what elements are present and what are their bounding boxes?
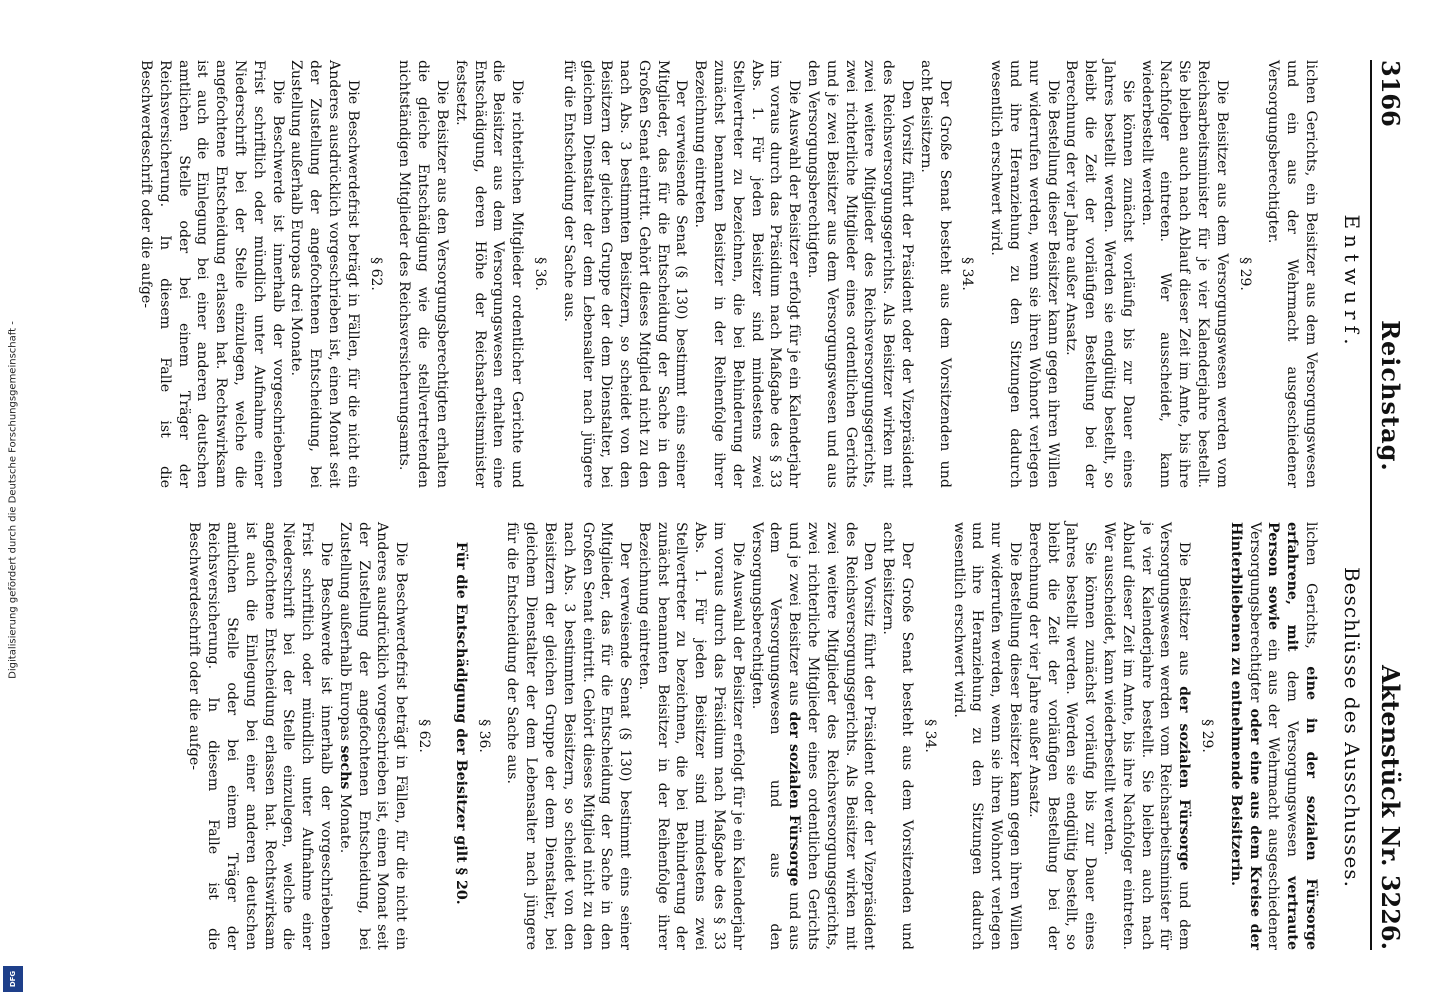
digitization-credit — [0, 0, 26, 1000]
paragraph: lichen Gerichts, eine in der sozialen Fürsorge erfahrene, mit dem Versorgungswesen vertraute Person sowie ein aus der Wehrmacht ausgeschiedener Versorgungsberechtigter oder eine aus dem Kreise der Hinterbliebenen zu entnehmende Beisitzerin. — [1227, 522, 1319, 951]
document-page — [30, 0, 1430, 1000]
paragraph: Die Beschwerdefrist beträgt in Fällen, für die nicht ein Anderes ausdrücklich vorgeschrieben ist, einen Monat seit der Zustellung der angefochtenen Entscheidung, bei Zustellung außerhalb Europas drei Monate. — [288, 60, 361, 488]
paragraph: Der Große Senat besteht aus dem Vorsitzenden und acht Beisitzern. — [917, 60, 953, 488]
paragraph: Der Große Senat besteht aus dem Vorsitzenden und acht Beisitzern. — [880, 522, 916, 950]
section-heading: § 36. — [475, 719, 492, 753]
draft-column — [40, 60, 1320, 488]
publication-title: Reichstag. — [1376, 320, 1405, 472]
section-heading: § 62. — [415, 719, 432, 753]
paragraph: Die Beschwerde ist innerhalb der vorgeschriebenen Frist schriftlich oder mündlich unter Aufnahme einer Niederschrift bei der Stelle einzulegen, welche die angefochtene Entscheidung erlassen hat. Rechtswirksam ist auch die Einlegung bei einer anderen deutschen amtlichen Stelle oder bei einem Träger der Reichsversicherung. In diesem Falle ist die Beschwerdeschrift oder die aufge- — [137, 60, 286, 488]
paragraph: Der verweisende Senat (§ 130) bestimmt eins seiner Mitglieder, das für die Entscheidung der Sache in den Großen Senat eintritt. Gehört dieses Mitglied nicht zu den nach Abs. 3 bestimmten Beisitzern, so scheidet von den Beisitzern der gleichen Gruppe der dem Dienstalter, bei gleichem Dienstalter der dem Lebensalter nach jüngere für die Entscheidung der Sache aus. — [560, 60, 690, 488]
paragraph: Die Beschwerdefrist beträgt in Fällen, für die nicht ein Anderes ausdrücklich vorgeschrieben ist, einen Monat seit der Zustellung der angefochtenen Entscheidung, bei Zustellung außerhalb Europas sechs Monate. — [336, 522, 410, 950]
paragraph: Die Auswahl der Beisitzer erfolgt für je ein Kalenderjahr im voraus durch das Präsidium nach Maßgabe des § 33 Abs. 1. Für jeden Beisitzer sind mindestens zwei Stellvertreter zu bezeichnen, die bei Behinderung der zunächst benannten Beisitzer in der Reihenfolge ihrer Bezeichnung eintreten. — [692, 60, 803, 488]
paragraph: Die Beisitzer aus der sozialen Fürsorge und dem Versorgungswesen werden vom Reichsarbeitsminister für je vier Kalenderjahre bestellt. Sie bleiben auch nach Ablauf dieser Zeit im Amte, bis ihre Nachfolger eintreten. Wer ausscheidet, kann wiederbestellt werden. — [1101, 522, 1193, 950]
paragraph: Sie können zunächst vorläufig bis zur Dauer eines Jahres bestellt werden. Werden sie endgültig bestellt, so bleibt die Zeit der vorläufigen Bestellung bei der Berechnung der vier Jahre außer Ansatz. — [1063, 60, 1136, 488]
credit-text: Digitalisierung gefördert durch die Deutsche Forschungsgemeinschaft - — [7, 321, 19, 679]
paragraph: Die Bestellung dieser Beisitzer kann gegen ihren Willen nur widerrufen werden, wenn sie ihren Wohnort verlegen und ihre Heranziehung zu den Sitzungen dadurch wesentlich erschwert wird. — [950, 522, 1024, 950]
committee-column — [40, 522, 1320, 950]
section-heading: § 29. — [1236, 257, 1253, 291]
paragraph: Die Beisitzer aus den Versorgungsberechtigten erhalten die gleiche Entschädigung wie die stellvertretenden nichtständigen Mitglieder des Reichsversicherungsamts. — [396, 60, 450, 488]
section-heading: § 34. — [959, 257, 976, 291]
paragraph: Die Bestellung dieser Beisitzer kann gegen ihren Willen nur widerrufen werden, wenn sie ihren Wohnort verlegen und ihre Heranziehung zu den Sitzungen dadurch wesentlich erschwert wird. — [988, 60, 1061, 488]
dfg-logo-icon: DFG — [3, 966, 23, 992]
paragraph: Die Auswahl der Beisitzer erfolgt für je ein Kalenderjahr im voraus durch das Präsidium nach Maßgabe des § 33 Abs. 1. Für jeden Beisitzer sind mindestens zwei Stellvertreter zu bezeichnen, die bei Behinderung der zunächst benannten Beisitzer in der Reihenfolge ihrer Bezeichnung eintreten. — [635, 522, 746, 950]
section-heading: § 62. — [367, 257, 384, 291]
column-headings — [1336, 60, 1364, 950]
document-number: Aktenstück Nr. 3226. — [1376, 665, 1405, 950]
running-head — [1370, 60, 1416, 950]
right-column-heading: Beschlüsse des Ausschusses. — [1340, 567, 1364, 888]
paragraph: Der verweisende Senat (§ 130) bestimmt eins seiner Mitglieder, das für die Entscheidung der Sache in den Großen Senat eintritt. Gehört dieses Mitglied nicht zu den nach Abs. 3 bestimmten Beisitzern, so scheidet von den Beisitzern der gleichen Gruppe der dem Dienstalter, bei gleichem Dienstalter der dem Lebensalter nach jüngere für die Entscheidung der Sache aus. — [504, 522, 634, 950]
paragraph: Die Beschwerde ist innerhalb der vorgeschriebenen Frist schriftlich oder mündlich unter Aufnahme einer Niederschrift bei der Stelle einzulegen, welche die angefochtene Entscheidung erlassen hat. Rechtswirksam ist auch die Einlegung bei einer anderen deutschen amtlichen Stelle oder bei einem Träger der Reichsversicherung. In diesem Falle ist die Beschwerdeschrift oder die aufge- — [186, 522, 334, 950]
paragraph: Die Beisitzer aus dem Versorgungswesen werden vom Reichsarbeitsminister für je vier Kalenderjahre bestellt. Sie bleiben auch nach Ablauf dieser Zeit im Amte, bis ihre Nachfolger eintreten. Wer ausscheidet, kann wiederbestellt werden. — [1138, 60, 1230, 488]
section-heading: § 36. — [531, 257, 548, 291]
section-heading: § 34. — [921, 719, 938, 753]
text-columns — [40, 60, 1320, 950]
paragraph: Den Vorsitz führt der Präsident oder der Vizepräsident des Reichsversorgungsgerichts. Als Beisitzer wirken mit zwei weitere Mitglieder des Reichsversorgungsgerichts, zwei richterliche Mitglieder eines ordentlichen Gerichts und je zwei Beisitzer aus dem Versorgungswesen und aus den Versorgungsberechtigten. — [805, 60, 916, 488]
left-column-heading: Entwurf. — [1340, 214, 1364, 351]
page-number: 3166 — [1376, 60, 1405, 127]
paragraph: lichen Gerichts, ein Beisitzer aus dem Versorgungswesen und ein aus der Wehrmacht ausgeschiedener Versorgungsberechtigter. — [1265, 60, 1319, 488]
paragraph: Für die Entschädigung der Beisitzer gilt § 20. — [452, 541, 469, 905]
paragraph: Sie können zunächst vorläufig bis zur Dauer eines Jahres bestellt werden. Werden sie endgültig bestellt, so bleibt die Zeit der vorläufigen Bestellung bei der Berechnung der vier Jahre außer Ansatz. — [1025, 522, 1099, 950]
paragraph: Die richterlichen Mitglieder ordentlicher Gerichte und die Beisitzer aus dem Versorgungswesen erhalten eine Entschädigung, deren Höhe der Reichsarbeitsminister festsetzt. — [452, 60, 526, 488]
paragraph: Den Vorsitz führt der Präsident oder der Vizepräsident des Reichsversorgungsgerichts. Als Beisitzer wirken mit zwei weitere Mitglieder des Reichsversorgungsgerichts, zwei richterliche Mitglieder eines ordentlichen Gerichts und je zwei Beisitzer aus der sozialen Fürsorge und aus dem Versorgungswesen und aus den Versorgungsberechtigten. — [748, 522, 878, 950]
section-heading: § 29. — [1199, 719, 1216, 753]
